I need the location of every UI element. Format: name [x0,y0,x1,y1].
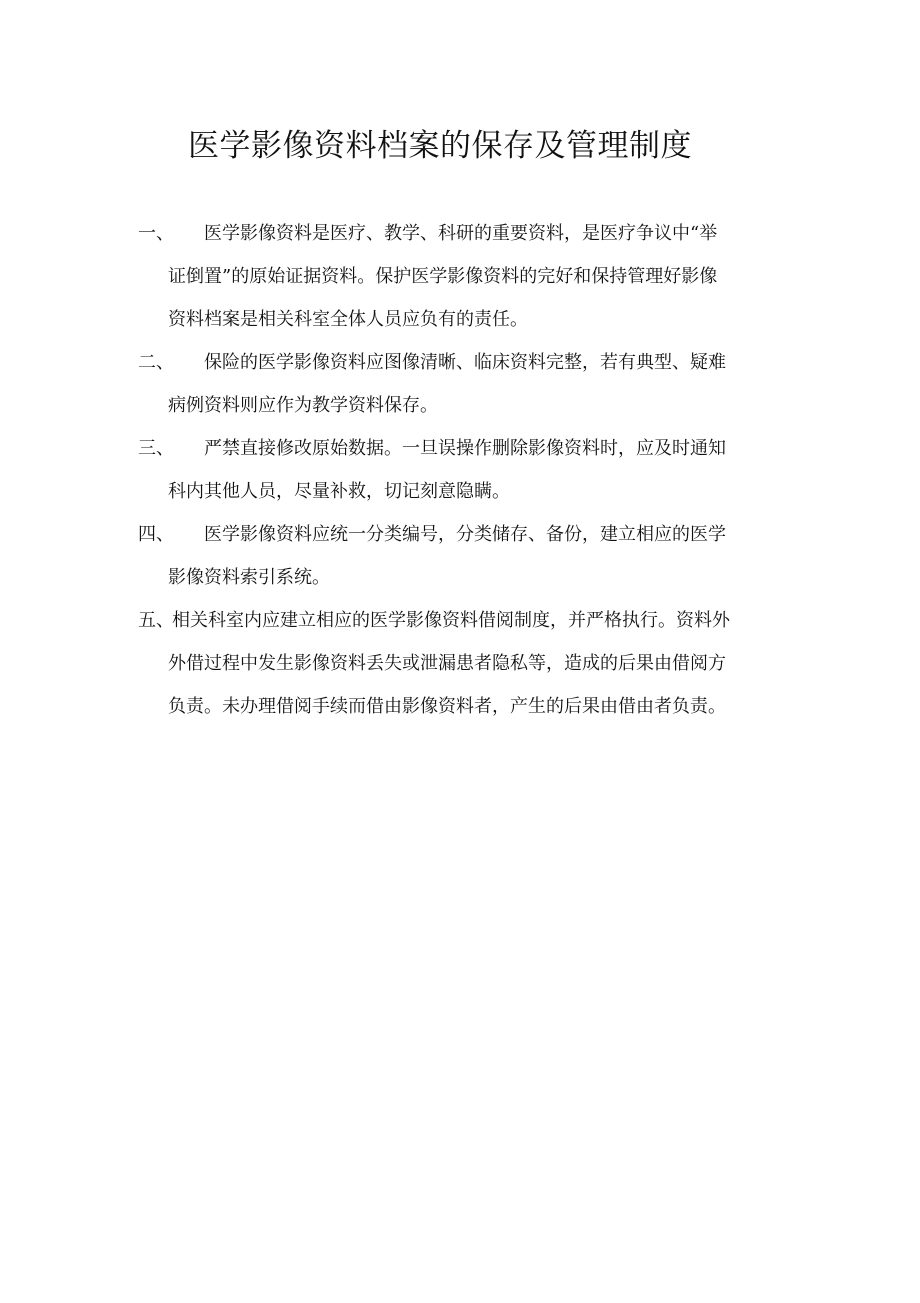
clause-number: 五、 [138,610,174,631]
clause-5 [138,599,798,728]
clause-number: 一、 [138,223,174,244]
clause-line: 医学影像资料应统一分类编号，分类储存、备份，建立相应的医学 [204,524,726,545]
clause-line: 保险的医学影像资料应图像清晰、临床资料完整，若有典型、疑难 [204,352,726,373]
clause-line: 科内其他人员，尽量补救，切记刻意隐瞒。 [168,481,510,502]
clause-line: 医学影像资料是医疗、教学、科研的重要资料，是医疗争议中“举 [204,223,718,244]
clause-line: 证倒置”的原始证据资料。保护医学影像资料的完好和保持管理好影像 [168,266,718,287]
clause-number: 二、 [138,352,174,373]
clause-4 [138,513,798,599]
clause-line: 负责。未办理借阅手续而借由影像资料者，产生的后果由借由者负责。 [168,696,726,717]
clause-line: 外借过程中发生影像资料丢失或泄漏患者隐私等，造成的后果由借阅方 [168,653,726,674]
clause-3 [138,427,798,513]
clause-number: 三、 [138,438,174,459]
clause-line: 相关科室内应建立相应的医学影像资料借阅制度，并严格执行。资料外 [172,610,730,631]
clause-line: 资料档案是相关科室全体人员应负有的责任。 [168,309,528,330]
clause-list [138,212,798,728]
document-title: 医学影像资料档案的保存及管理制度 [188,128,692,164]
clause-line: 影像资料索引系统。 [168,567,330,588]
clause-line: 病例资料则应作为教学资料保存。 [168,395,438,416]
clause-2 [138,341,798,427]
clause-number: 四、 [138,524,174,545]
clause-1 [138,212,798,341]
clause-line: 严禁直接修改原始数据。一旦误操作删除影像资料时，应及时通知 [204,438,726,459]
